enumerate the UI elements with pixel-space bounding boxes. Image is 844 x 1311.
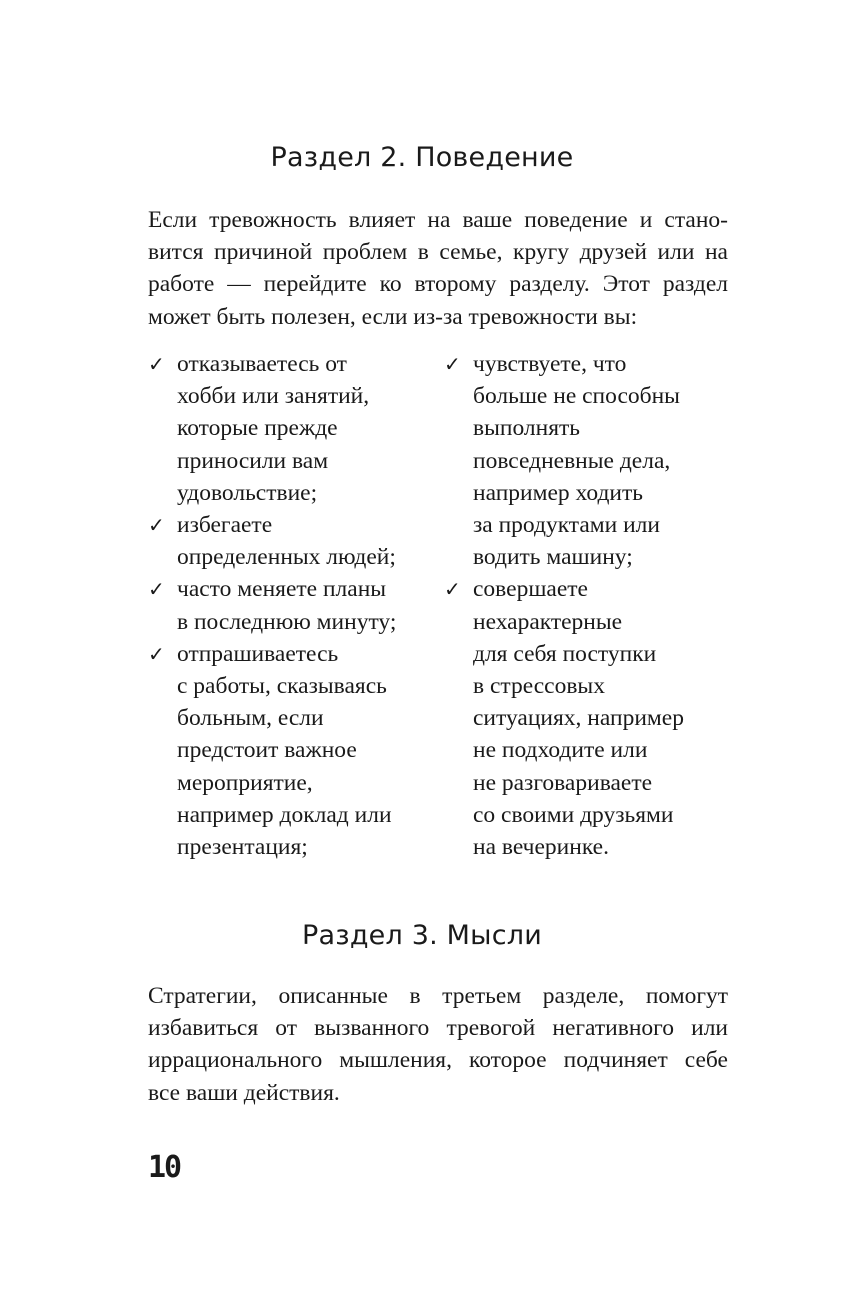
checklist-item xyxy=(444,573,734,863)
checkmark-icon: ✓ xyxy=(444,577,461,602)
checklist-item-line: приносили вам xyxy=(177,447,329,474)
checklist-item-line: например ходить xyxy=(473,479,643,506)
checkmark-icon: ✓ xyxy=(148,577,165,602)
checklist-item xyxy=(148,573,438,637)
checklist-left-column xyxy=(148,348,438,863)
checklist-item-line: не разговариваете xyxy=(473,769,653,796)
checklist-item-line: повседневные дела, xyxy=(473,447,671,474)
checklist-item-line: больным, если xyxy=(177,705,324,732)
checklist-item-line: чувствуете, что xyxy=(473,351,627,377)
checklist-item-line: больше не способны xyxy=(473,383,680,410)
body-line: Стратегии, описанные в третьем разделе, помогут xyxy=(148,983,728,1009)
section-2-title: Раздел 2. Поведение xyxy=(270,142,574,173)
checklist-item-line: предстоит важное xyxy=(177,737,357,764)
body-line: избавиться от вызванного тревогой негативного или xyxy=(148,1015,728,1042)
checklist-item-line: совершаете xyxy=(473,576,588,603)
checklist-item-line: за продуктами или xyxy=(473,512,660,539)
checkmark-icon: ✓ xyxy=(148,641,165,666)
checklist-item-line: часто меняете планы xyxy=(177,576,387,603)
intro-line: может быть полезен, если из-за тревожности вы: xyxy=(148,303,638,330)
checklist-item-line: удовольствие; xyxy=(177,479,318,506)
section-3-title: Раздел 3. Мысли xyxy=(302,920,542,951)
checklist-item-line: для себя поступки xyxy=(473,640,657,667)
checklist-item xyxy=(148,509,438,573)
checklist-item-line: ситуациях, например xyxy=(473,705,684,732)
checklist-right-column xyxy=(444,348,734,863)
checklist-item-line: отпрашиваетесь xyxy=(177,640,339,667)
checklist-item-line: с работы, сказываясь xyxy=(177,673,387,700)
intro-line: работе — перейдите ко второму разделу. Этот раздел xyxy=(148,271,728,298)
checklist-item-line: в стрессовых xyxy=(473,673,605,700)
checklist-item-line: со своими друзьями xyxy=(473,801,674,828)
page-number: 10 xyxy=(148,1150,181,1185)
checklist-item xyxy=(444,348,734,573)
checklist-item-line: на вечеринке. xyxy=(473,834,609,861)
checklist-item xyxy=(148,638,438,863)
body-line: иррационального мышления, которое подчиняет себе xyxy=(148,1047,728,1074)
checklist-item xyxy=(148,348,438,509)
checklist-item-line: например доклад или xyxy=(177,801,392,828)
section-3-body xyxy=(148,980,728,1109)
checkmark-icon: ✓ xyxy=(148,513,165,538)
intro-line: Если тревожность влияет на ваше поведение и стано- xyxy=(148,207,728,233)
checklist-item-line: выполнять xyxy=(473,415,581,442)
checklist-item-line: водить машину; xyxy=(473,544,633,571)
checklist-item-line: хобби или занятий, xyxy=(177,383,370,410)
intro-line: вится причиной проблем в семье, кругу друзей или на xyxy=(148,239,728,266)
checklist-item-line: мероприятие, xyxy=(177,769,313,796)
body-line: все ваши действия. xyxy=(148,1079,340,1106)
checklist-item-line: избегаете xyxy=(177,512,273,539)
checkmark-icon: ✓ xyxy=(444,352,461,376)
checklist-item-line: в последнюю минуту; xyxy=(177,608,397,635)
checklist-item-line: определенных людей; xyxy=(177,544,396,571)
section-2-intro xyxy=(148,204,728,333)
checkmark-icon: ✓ xyxy=(148,352,165,376)
checklist-item-line: которые прежде xyxy=(177,415,338,442)
checklist-item-line: отказываетесь от xyxy=(177,351,347,377)
checklist-item-line: презентация; xyxy=(177,834,308,861)
checklist-item-line: не подходите или xyxy=(473,737,648,764)
checklist-item-line: нехарактерные xyxy=(473,608,623,635)
